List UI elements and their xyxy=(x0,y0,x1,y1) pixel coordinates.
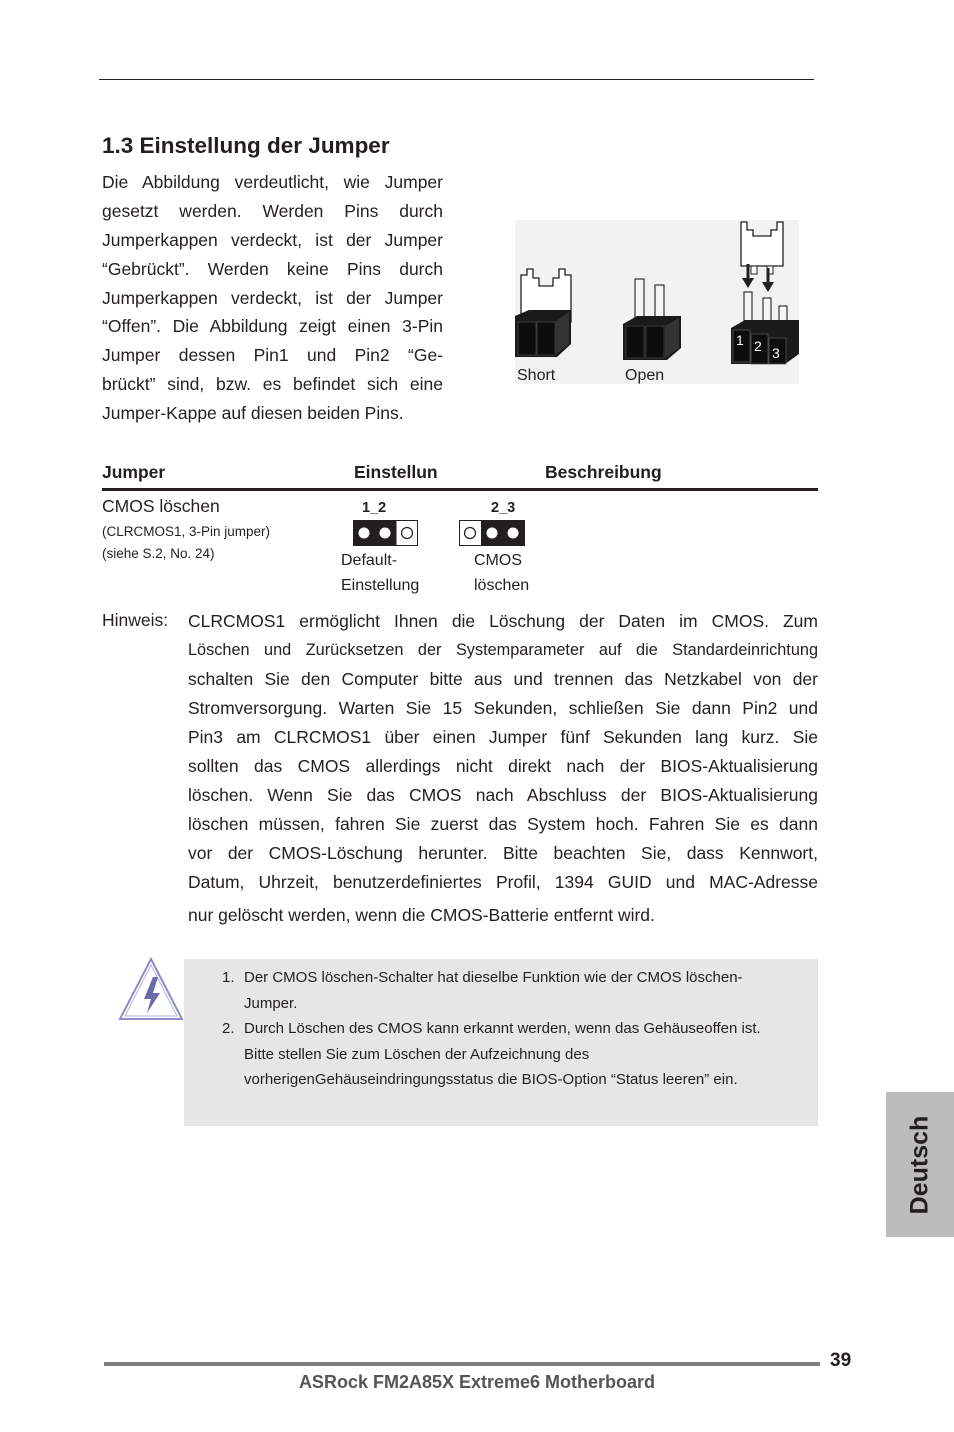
intro-paragraph xyxy=(102,168,443,428)
warning-item-number: 1. xyxy=(222,969,235,986)
pin-number-2: 2 xyxy=(754,338,762,354)
intro-line: “Gebrückt”. Werden keine Pins durch xyxy=(102,258,443,279)
intro-line: “Offen”. Die Abbildung zeigt einen 3-Pin xyxy=(102,316,443,337)
table-header-description: Beschreibung xyxy=(545,462,662,482)
three-pin-jumper-graphic xyxy=(731,222,799,364)
note-label: Hinweis: xyxy=(102,610,169,630)
jumper-illustration xyxy=(515,220,799,384)
setting-clear-label xyxy=(474,548,529,598)
intro-line: brückt” sind, bzw. es befindet sich eine xyxy=(102,374,443,395)
jumper-1-2-diagram xyxy=(353,520,418,546)
note-line: CLRCMOS1 ermöglicht Ihnen die Löschung der Daten im CMOS. Zum xyxy=(188,611,818,631)
pin-number-1: 1 xyxy=(736,332,744,348)
intro-line: gesetzt werden. Werden Pins durch xyxy=(102,200,443,221)
setting-default-label xyxy=(341,548,419,598)
table-header-setting: Einstellun xyxy=(354,462,438,482)
footer-rule xyxy=(104,1362,820,1366)
open-jumper-graphic xyxy=(623,279,681,360)
warning-item-text: Der CMOS löschen-Schalter hat dieselbe Funktion wie der CMOS löschen-Jumper. xyxy=(244,969,743,1012)
jumper-2-3-diagram xyxy=(459,520,525,546)
top-rule xyxy=(99,79,814,80)
jumper-id: (CLRCMOS1, 3-Pin jumper) xyxy=(102,524,271,539)
warning-item-number: 2. xyxy=(222,1020,235,1037)
warning-item xyxy=(222,965,782,1016)
note-line: Stromversorgung. Warten Sie 15 Sekunden, schließen Sie dann Pin2 und xyxy=(188,698,818,718)
short-jumper-graphic xyxy=(515,269,571,357)
note-line: nur gelöscht werden, wenn die CMOS-Batterie entfernt wird. xyxy=(188,905,655,925)
warning-icon xyxy=(116,955,186,1025)
intro-line: Jumperkappen verdeckt, ist der Jumper xyxy=(102,229,443,250)
short-label: Short xyxy=(517,367,556,384)
note-line: Löschen und Zurücksetzen der Systemparameter auf die Standardeinrichtung xyxy=(188,641,818,659)
table-header-rule xyxy=(102,488,818,491)
intro-line: Jumper dessen Pin1 und Pin2 “Ge- xyxy=(102,345,443,366)
note-line: vor der CMOS-Löschung herunter. Bitte beachten Sie, dass Kennwort, xyxy=(188,843,818,863)
setting-clear-label-line2: löschen xyxy=(474,577,530,594)
warning-item-text: Durch Löschen des CMOS kann erkannt werden, wenn das Gehäuseoffen ist. Bitte stellen Sie zum Löschen der Aufzeichnung des vorherigenGehäuseindringungsstatus die BIOS-Option “Status leeren” ein. xyxy=(244,1020,761,1088)
warning-item xyxy=(222,1016,782,1093)
setting-clear-label-line1: CMOS xyxy=(474,552,522,569)
intro-line: Jumper-Kappe auf diesen beiden Pins. xyxy=(102,403,404,424)
setting-clear-pins: 2_3 xyxy=(491,500,516,516)
page-number: 39 xyxy=(830,1350,852,1371)
intro-line: Jumperkappen verdeckt, ist der Jumper xyxy=(102,287,443,308)
setting-default-label-line1: Default- xyxy=(341,552,398,569)
note-body xyxy=(188,607,818,930)
note-line: Datum, Uhrzeit, benutzerdefiniertes Profil, 1394 GUID und MAC-Adresse xyxy=(188,872,818,892)
jumper-reference: (siehe S.2, No. 24) xyxy=(102,546,215,561)
note-line: sollten das CMOS allerdings nicht direkt nach der BIOS-Aktualisierung xyxy=(188,756,818,776)
setting-default-label-line2: Einstellung xyxy=(341,577,420,594)
language-side-tab-label: Deutsch xyxy=(905,1115,934,1214)
table-header-jumper: Jumper xyxy=(102,462,166,482)
jumper-name: CMOS löschen xyxy=(102,496,220,516)
setting-default-pins: 1_2 xyxy=(362,500,387,516)
note-line: schalten Sie den Computer bitte aus und trennen das Netzkabel von der xyxy=(188,669,818,689)
note-line: löschen müssen, fahren Sie zuerst das System hoch. Fahren Sie es dann xyxy=(188,814,818,834)
language-side-tab xyxy=(886,1092,954,1237)
section-title: 1.3 Einstellung der Jumper xyxy=(102,133,390,158)
warning-list xyxy=(222,965,782,1093)
open-label: Open xyxy=(625,367,665,384)
note-line: löschen. Wenn Sie das CMOS nach Abschluss der BIOS-Aktualisierung xyxy=(188,785,818,805)
intro-line: Die Abbildung verdeutlicht, wie Jumper xyxy=(102,172,443,192)
footer-text: ASRock FM2A85X Extreme6 Motherboard xyxy=(298,1372,656,1392)
note-line: Pin3 am CLRCMOS1 über einen Jumper fünf Sekunden lang kurz. Sie xyxy=(188,727,818,747)
pin-number-3: 3 xyxy=(772,345,780,361)
